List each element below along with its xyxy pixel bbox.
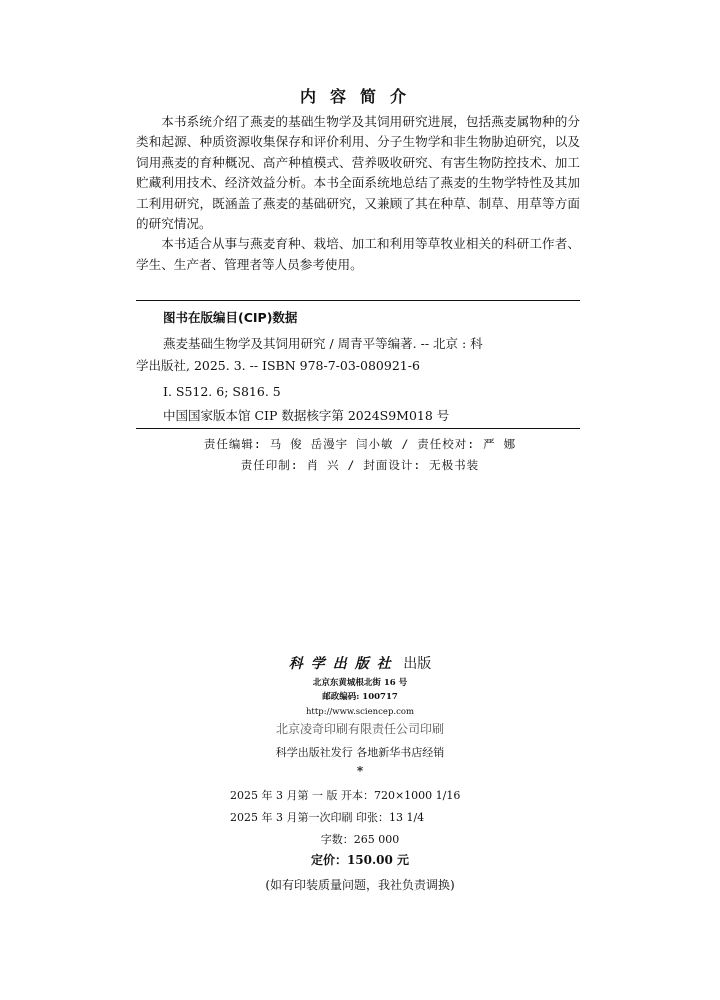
price: 定价：150.00 元 [310,853,410,867]
publisher-suffix: 出版 [403,656,432,672]
publisher-address: 北京东黄城根北街 16 号 [312,678,408,688]
cip-top-rule [136,300,580,301]
credits-line-2: 责任印制: 肖 兴 / 封面设计: 无极书装 [240,458,480,472]
cip-bottom-rule [136,428,580,429]
cip-record-line2: 学出版社, 2025. 3. -- ISBN 978-7-03-080921-6 [136,358,420,373]
cip-record-line1: 燕麦基础生物学及其饲用研究 / 周青平等编著. -- 北京 : 科 [163,336,483,351]
word-count: 字数：265 000 [320,833,400,846]
printing-line: 2025 年 3 月第一次印刷 印张：13 1/4 [230,811,425,824]
cip-classification: Ⅰ. S512. 6; S816. 5 [163,384,281,399]
summary-paragraph-1: 本书系统介绍了燕麦的基础生物学及其饲用研究进展，包括燕麦属物种的分类和起源、种质资源收集保存和评价利用、分子生物学和非生物胁迫研究，以及饲用燕麦的育种概况、高产种植模式、营养吸收研究、有害生物防控技术、加工贮藏利用技术、经济效益分析。本书全面系统地总结了燕麦的生物学特性及其加工利用研究，既涵盖了燕麦的基础研究，又兼顾了其在种草、制草、用草等方面的研究情况。 [136,114,580,232]
edition-line: 2025 年 3 月第 一 版 开本：720×1000 1/16 [230,789,461,802]
publisher-brand: 科学出版社 [288,656,399,672]
publisher-line [0,653,720,673]
cip-record [136,333,580,377]
publisher-postcode: 邮政编码: 100717 [322,692,398,702]
cip-heading: 图书在版编目(CIP)数据 [163,310,298,325]
printer-line: 北京凌奇印刷有限责任公司印刷 [275,722,444,736]
distribution-line: 科学出版社发行 各地新华书店经销 [275,746,445,759]
cip-library-number: 中国国家版本馆 CIP 数据核字第 2024S9M018 号 [163,408,450,423]
quality-notice: (如有印装质量问题，我社负责调换) [265,878,455,892]
cip-classification-row [136,381,580,403]
page-title: 内容简介 [299,87,420,106]
summary-body [136,112,580,275]
separator-star: * [356,764,364,778]
summary-paragraph-2: 本书适合从事与燕麦育种、栽培、加工和利用等草牧业相关的科研工作者、学生、生产者、管理者等人员参考使用。 [136,236,580,272]
credits-line-1: 责任编辑: 马 俊 岳漫宇 闫小敏 / 责任校对: 严 娜 [203,437,517,451]
cip-library-row [136,405,580,427]
publisher-website: http://www.sciencep.com [305,707,415,717]
